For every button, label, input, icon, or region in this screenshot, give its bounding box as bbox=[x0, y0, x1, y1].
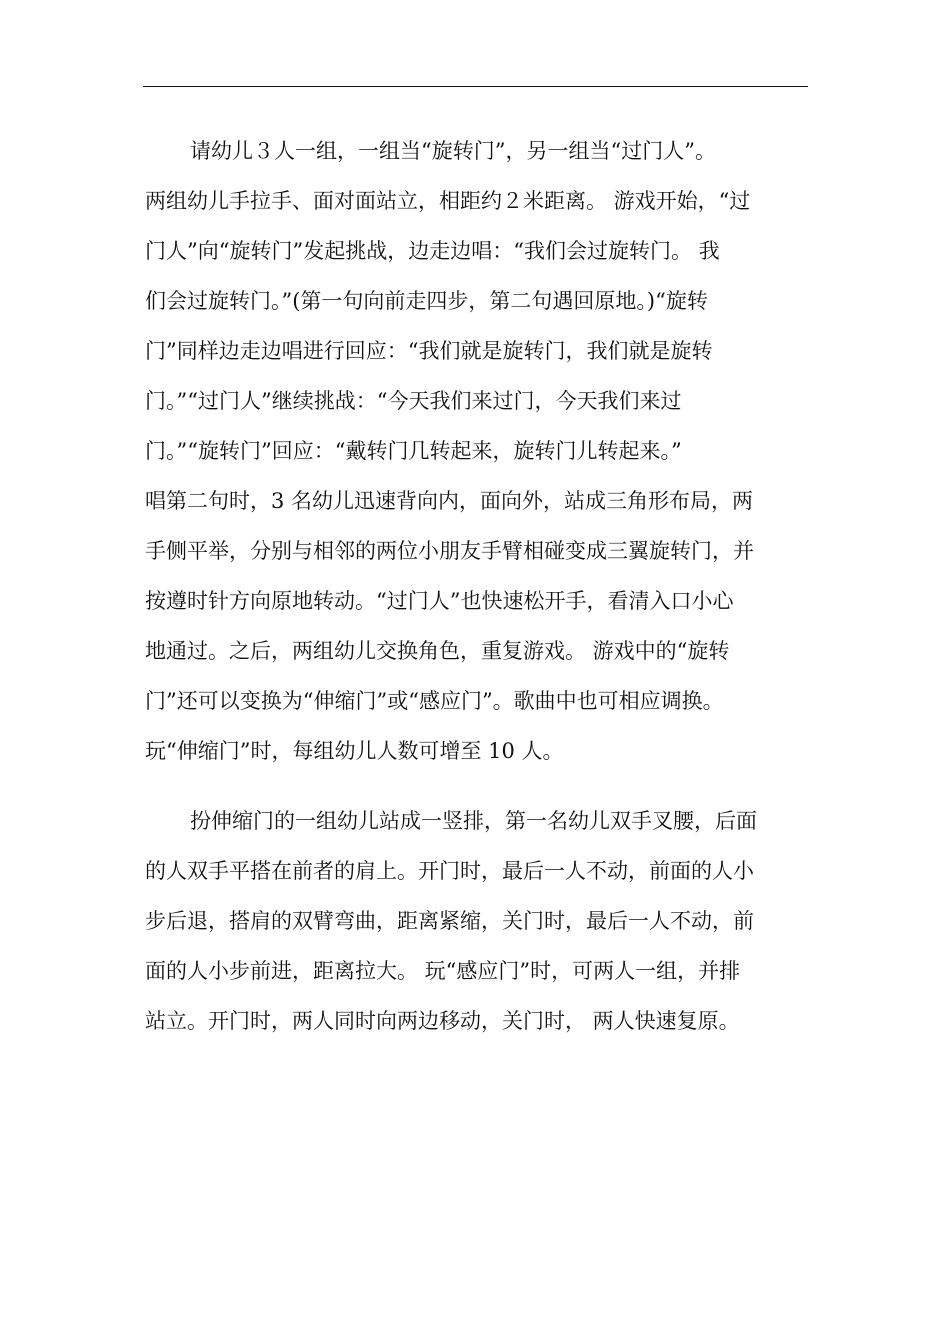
paragraph-2-line-2: 的人双手平搭在前者的肩上。开门时，最后一人不动，前面的人小 bbox=[145, 859, 754, 883]
paragraph-1-line-13: 玩“伸缩门”时，每组幼儿人数可增至 10 人。 bbox=[145, 739, 564, 763]
paragraph-1-line-5: 门”同样边走边唱进行回应：“我们就是旋转门，我们就是旋转 bbox=[145, 339, 713, 363]
paragraph-2-line-4: 面的人小步前进，距离拉大。 玩“感应门”时，可两人一组，并排 bbox=[145, 959, 741, 983]
header-rule bbox=[143, 86, 808, 87]
paragraph-1-line-11: 地通过。之后，两组幼儿交换角色，重复游戏。 游戏中的“旋转 bbox=[145, 639, 730, 663]
paragraph-2-line-1: 扮伸缩门的一组幼儿站成一竖排，第一名幼儿双手叉腰，后面 bbox=[190, 809, 757, 833]
paragraph-1-line-7: 门。”“旋转门”回应：“戴转门几转起来，旋转门儿转起来。” bbox=[145, 439, 682, 463]
paragraph-1-line-1: 请幼儿３人一组，一组当“旋转门”，另一组当“过门人”。 bbox=[190, 139, 716, 163]
paragraph-1-line-6: 门。”“过门人”继续挑战：“今天我们来过门，今天我们来过 bbox=[145, 389, 682, 413]
paragraph-1-line-8: 唱第二句时，3 名幼儿迅速背向内，面向外，站成三角形布局，两 bbox=[145, 489, 754, 513]
paragraph-2-line-3: 步后退，搭肩的双臂弯曲，距离紧缩，关门时，最后一人不动，前 bbox=[145, 909, 754, 933]
paragraph-2-line-5: 站立。开门时，两人同时向两边移动，关门时， 两人快速复原。 bbox=[145, 1009, 740, 1033]
paragraph-1-line-12: 门”还可以变换为“伸缩门”或“感应门”。歌曲中也可相应调换。 bbox=[145, 689, 724, 713]
paragraph-1-line-4: 们会过旋转门。”(第一句向前走四步，第二句遇回原地。)“旋转 bbox=[145, 289, 708, 313]
paragraph-1-line-10: 按遵时针方向原地转动。“过门人”也快速松开手，看清入口小心 bbox=[145, 589, 734, 613]
paragraph-1-line-9: 手侧平举，分别与相邻的两位小朋友手臂相碰变成三翼旋转门，并 bbox=[145, 539, 754, 563]
paragraph-1-line-3: 门人”向“旋转门”发起挑战，边走边唱：“我们会过旋转门。 我 bbox=[145, 239, 720, 263]
paragraph-1-line-2: 两组幼儿手拉手、面对面站立，相距约２米距离。 游戏开始，“过 bbox=[145, 189, 751, 213]
